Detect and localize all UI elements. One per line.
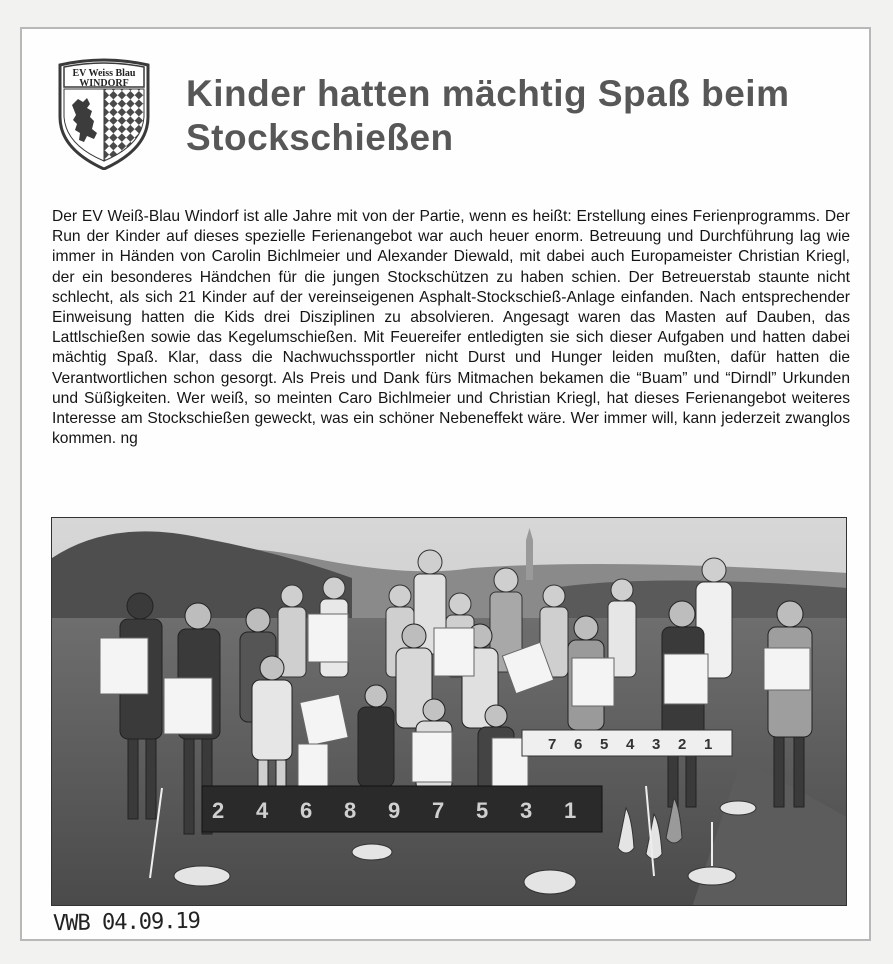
group-photo: [51, 517, 847, 906]
rail-number: 1: [704, 736, 713, 753]
rail-number: 3: [652, 736, 661, 753]
article-title: Kinder hatten mächtig Spaß beim Stockschießen: [186, 73, 790, 158]
rail-number: 6: [574, 736, 583, 753]
board-number: 6: [300, 798, 313, 823]
logo-text-top: EV Weiss Blau: [72, 68, 136, 79]
handwritten-date-note: VWB 04.09.19: [52, 908, 201, 937]
number-board: [202, 786, 602, 832]
rail-number: 5: [600, 736, 609, 753]
board-number: 2: [212, 798, 225, 823]
board-number: 1: [564, 798, 577, 823]
club-logo: [54, 57, 154, 170]
article-body: Der EV Weiß-Blau Windorf ist alle Jahre mit von der Partie, wenn es heißt: Erstellung eines Ferienprogramms. Der Run der Kinder auf dieses spezielle Ferienangebot war auch heuer enorm. Betreuung und Durchführung lag wie immer in Händen von Carolin Bichlmeier und Alexander Diewald, mit dabei auch Europameister Christian Kriegl, der ein besonderes Händchen für die jungen Stockschützen zu haben schien. Der Betreuerstab staunte nicht schlecht, als sich 21 Kinder auf der vereinseigenen Asphalt-Stockschieß-Anlage einfanden. Nach entsprechender Einweisung hatten die Kids drei Disziplinen zu absolvieren. Angesagt waren das Masten auf Dauben, das Lattlschießen sowie das Kegelumschießen. Mit Feuereifer entledigten sie sich dieser Aufgaben und hatten dabei mächtig Spaß. Klar, dass die Nachwuchssportler nicht Durst und Hunger leiden mußten, dafür hatten die Verantwortlichen schon gesorgt. Als Preis und Dank fürs Mitmachen bekamen die “Buam” und “Dirndl” Urkunden und Süßigkeiten. Wer weiß, so meinten Caro Bichlmeier und Christian Kriegl, hat dieses Ferienangebot weiteres Interesse am Stockschießen geweckt, was ein schöner Nebeneffekt wäre. Wer immer will, kann jederzeit zwanglos kommen. ng: [52, 208, 850, 448]
board-number: 5: [476, 798, 489, 823]
rail-number: 2: [678, 736, 687, 753]
rail-number: 7: [548, 736, 557, 753]
board-number: 7: [432, 798, 445, 823]
board-number: 3: [520, 798, 533, 823]
scoring-rail: [522, 730, 732, 756]
logo-text-bottom: WINDORF: [79, 78, 129, 89]
board-number: 8: [344, 798, 357, 823]
rail-number: 4: [626, 736, 635, 753]
board-number: 9: [388, 798, 401, 823]
board-number: 4: [256, 798, 269, 823]
